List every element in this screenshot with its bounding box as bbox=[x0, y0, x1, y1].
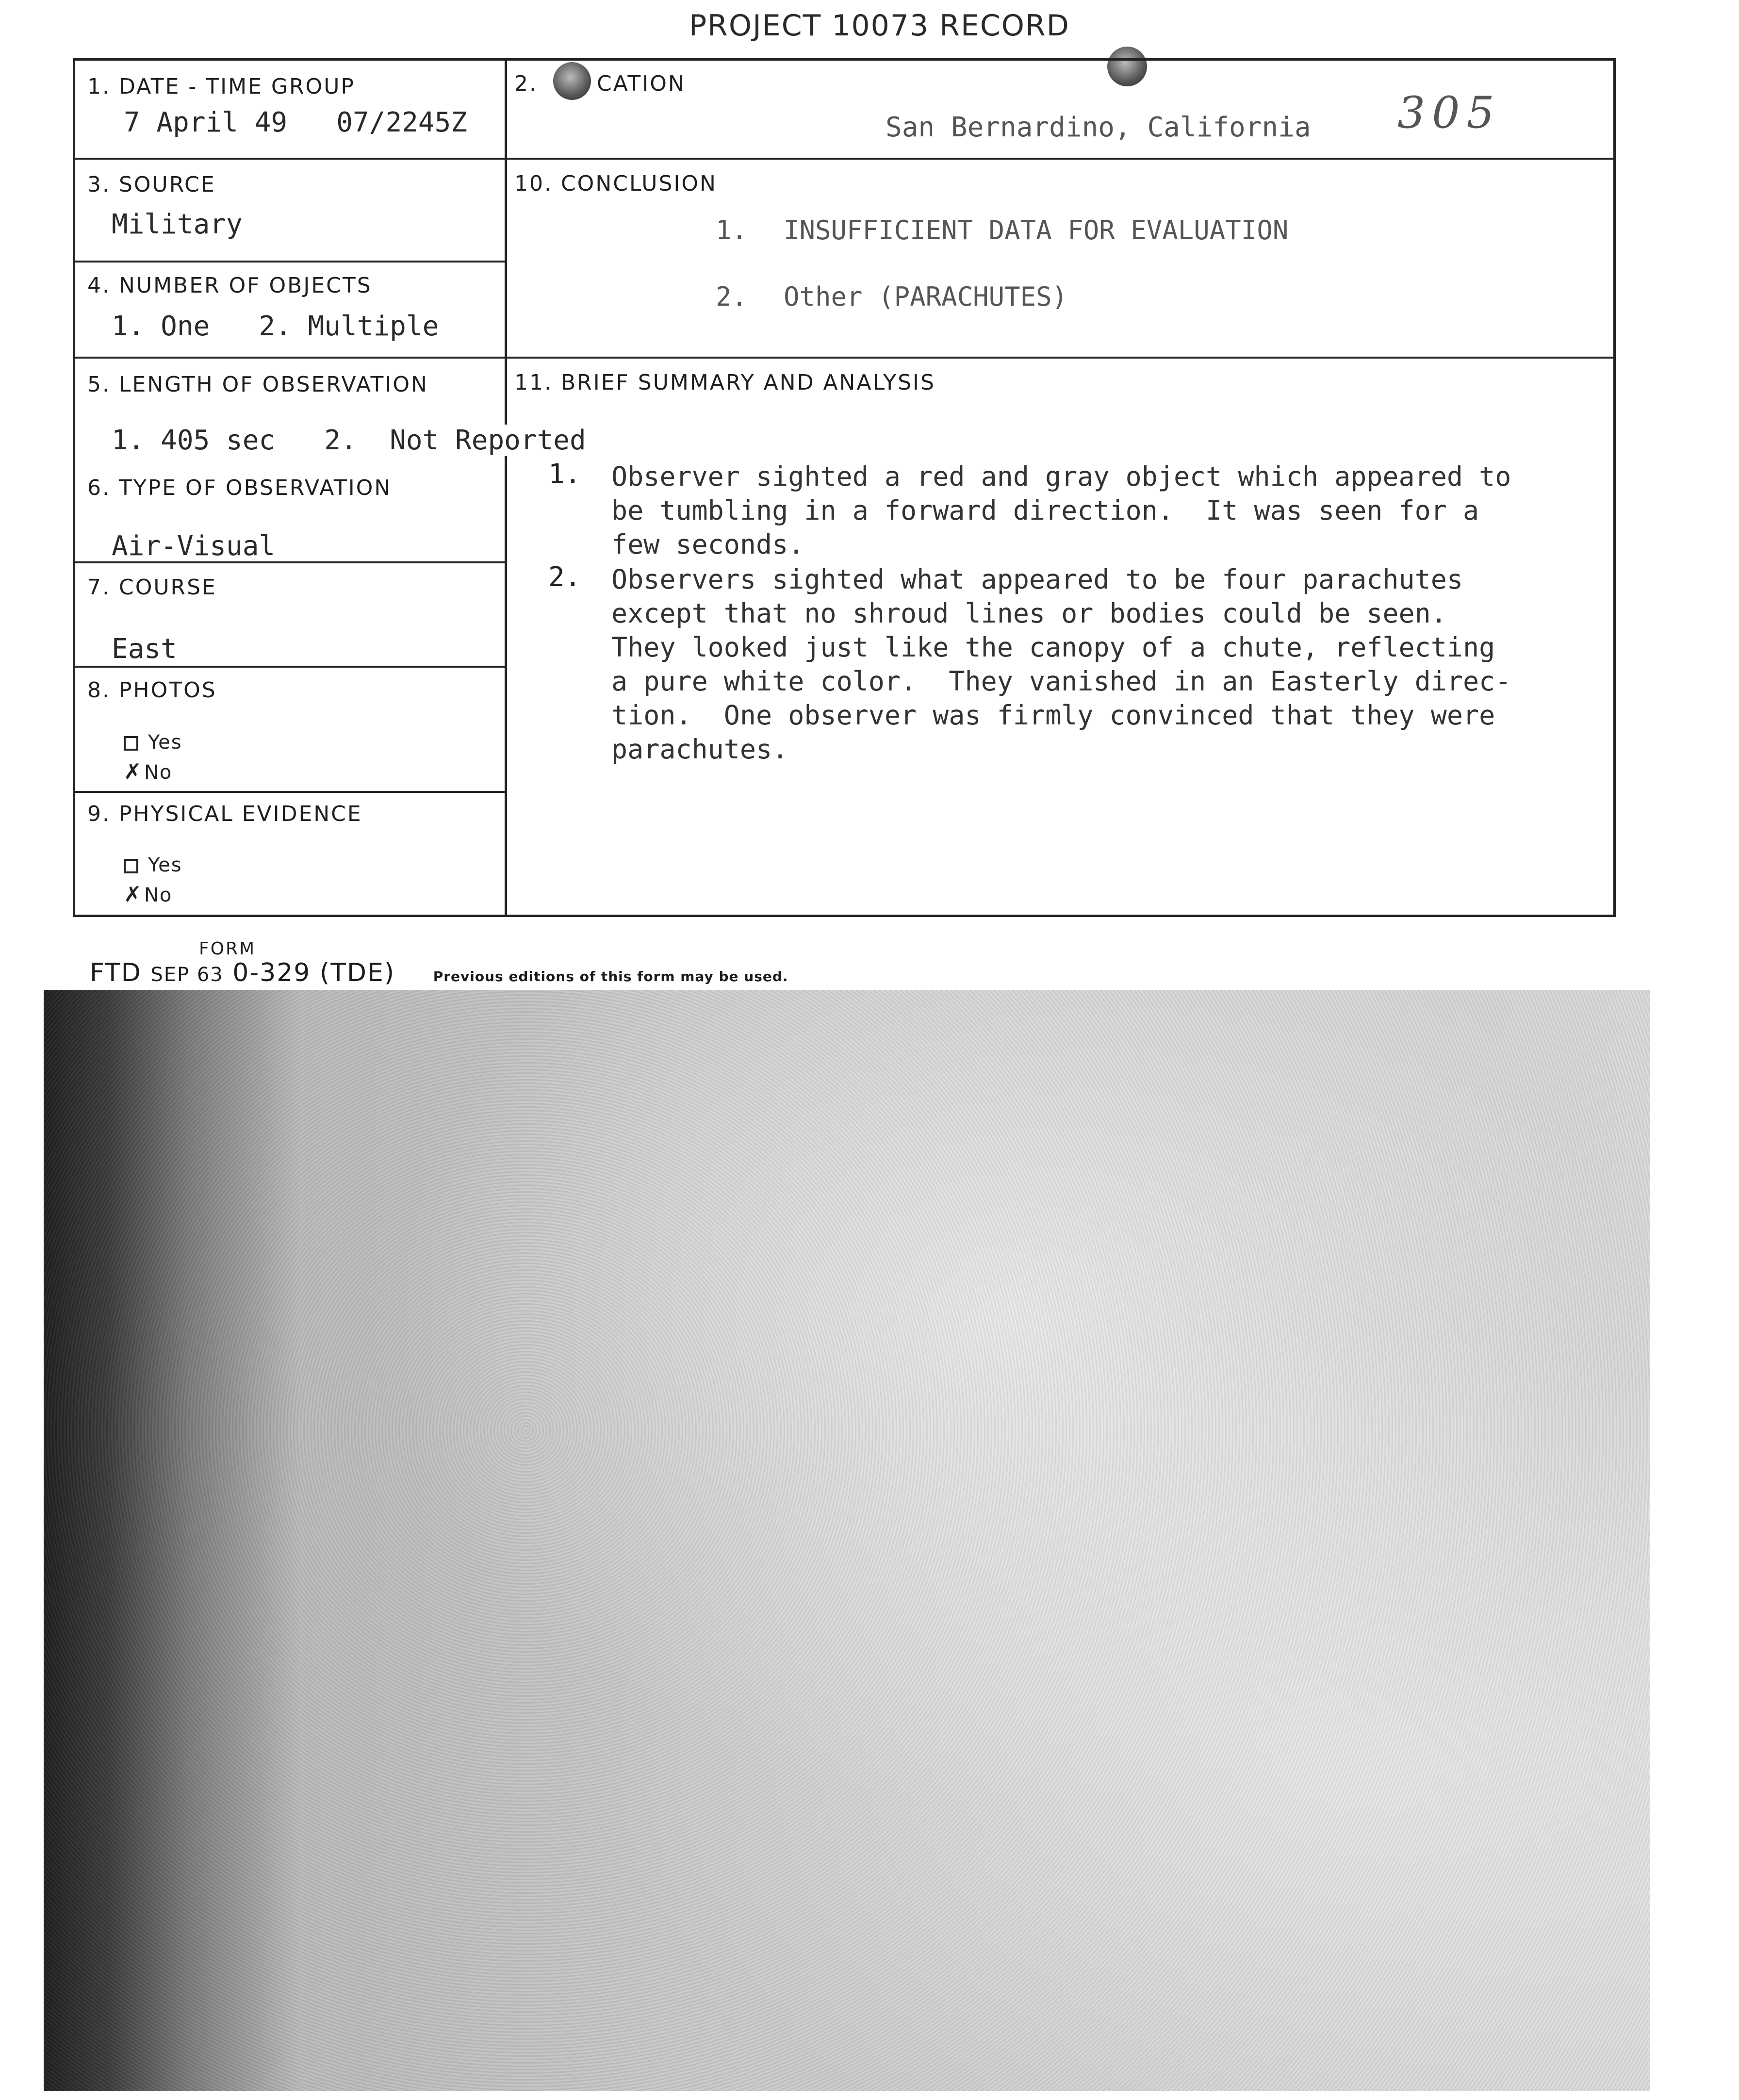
blank-photo-area bbox=[44, 990, 1650, 2091]
summary-paragraph-1: Observer sighted a red and gray object which appeared to be tumbling in a forward direction. It was seen for a few seconds. bbox=[611, 461, 1511, 560]
physical-yes-label: Yes bbox=[148, 854, 182, 876]
summary-paragraph-2: Observers sighted what appeared to be four parachutes except that no shroud lines or bodies could be seen. They looked just like the canopy of a chute, reflecting a pure white color. They vanished in an Easterly direc- tion. One observer was firmly convinced that they were parachutes. bbox=[611, 564, 1511, 765]
row-divider bbox=[75, 666, 505, 668]
footer-ftd: FTD bbox=[90, 958, 142, 987]
record-form bbox=[73, 58, 1616, 917]
physical-yes-option bbox=[124, 854, 182, 876]
row-divider bbox=[75, 357, 1613, 359]
photos-yes-option bbox=[124, 731, 182, 754]
type-value: Air-Visual bbox=[112, 530, 276, 562]
length-value: 1. 405 sec 2. Not Reported bbox=[112, 425, 586, 456]
length-label: 5. LENGTH OF OBSERVATION bbox=[87, 372, 428, 397]
summary-paragraph-1-number: 1. bbox=[548, 459, 581, 490]
checkbox-empty bbox=[124, 859, 138, 873]
objects-label: 4. NUMBER OF OBJECTS bbox=[87, 273, 372, 298]
physical-no-label: No bbox=[144, 884, 173, 906]
objects-value: 1. One 2. Multiple bbox=[112, 311, 439, 342]
conclusion-item-2-number: 2. bbox=[716, 281, 748, 312]
row-divider bbox=[75, 791, 505, 793]
checkbox-checked-icon: ✗ bbox=[124, 759, 143, 784]
summary-label: 11. BRIEF SUMMARY AND ANALYSIS bbox=[514, 370, 935, 395]
row-divider bbox=[75, 261, 505, 262]
column-divider bbox=[505, 61, 507, 915]
handwritten-record-number: 305 bbox=[1397, 87, 1501, 138]
source-value: Military bbox=[112, 209, 243, 240]
physical-no-option bbox=[124, 882, 172, 907]
footer-office: (TDE) bbox=[319, 958, 395, 987]
row-divider bbox=[75, 158, 1613, 160]
conclusion-item-1-number: 1. bbox=[716, 215, 748, 246]
footer-date: SEP 63 bbox=[150, 964, 224, 986]
record-title: PROJECT 10073 RECORD bbox=[689, 9, 1070, 43]
checkbox-checked-icon: ✗ bbox=[124, 882, 143, 907]
checkbox-empty bbox=[124, 736, 138, 751]
type-label: 6. TYPE OF OBSERVATION bbox=[87, 476, 392, 500]
conclusion-label: 10. CONCLUSION bbox=[514, 171, 717, 196]
photos-yes-label: Yes bbox=[148, 731, 182, 754]
footer-note: Previous editions of this form may be used. bbox=[433, 968, 788, 984]
source-label: 3. SOURCE bbox=[87, 172, 216, 197]
photos-no-option bbox=[124, 759, 172, 784]
conclusion-item-2: Other (PARACHUTES) bbox=[784, 281, 1068, 312]
conclusion-item-1: INSUFFICIENT DATA FOR EVALUATION bbox=[784, 215, 1289, 246]
course-value: East bbox=[112, 633, 177, 665]
footer-form-number: 0-329 bbox=[232, 958, 311, 987]
photos-no-label: No bbox=[144, 761, 173, 784]
footer-form-id bbox=[90, 958, 788, 987]
summary-paragraph-2-number: 2. bbox=[548, 561, 581, 593]
location-value: San Bernardino, California bbox=[886, 112, 1311, 143]
location-label: CATION bbox=[597, 71, 686, 96]
photos-label: 8. PHOTOS bbox=[87, 678, 217, 703]
course-label: 7. COURSE bbox=[87, 575, 217, 600]
footer-form-label: FORM bbox=[199, 939, 256, 959]
date-value: 7 April 49 07/2245Z bbox=[124, 107, 468, 138]
date-label: 1. DATE - TIME GROUP bbox=[87, 74, 355, 99]
physical-evidence-label: 9. PHYSICAL EVIDENCE bbox=[87, 802, 362, 826]
location-label-number: 2. bbox=[514, 71, 538, 96]
